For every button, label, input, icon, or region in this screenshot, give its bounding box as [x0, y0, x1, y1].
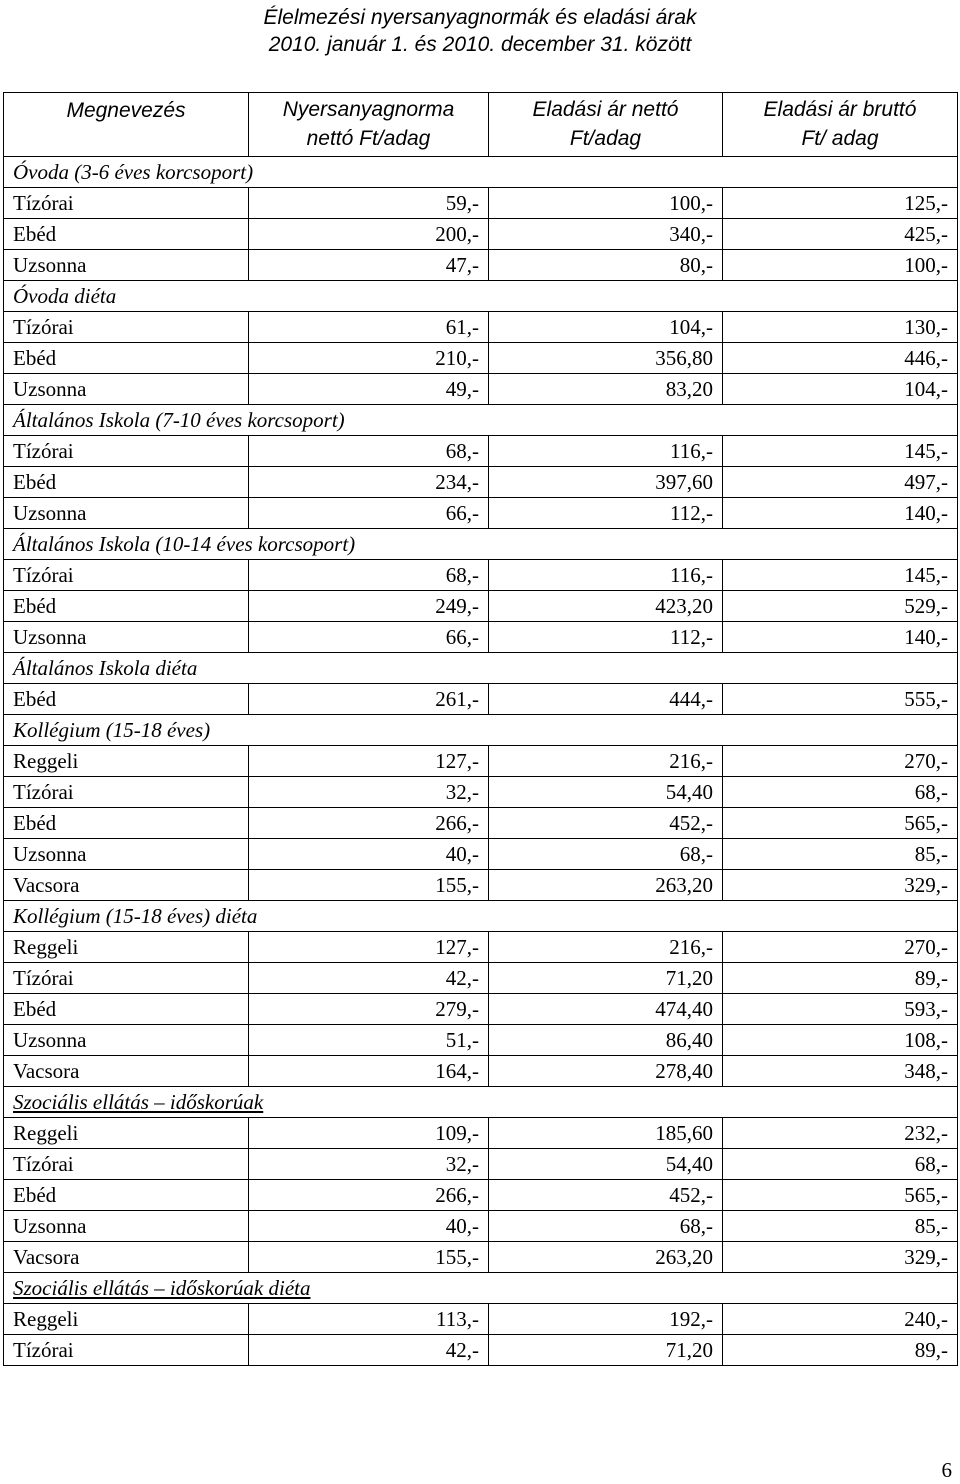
table-row [4, 994, 958, 1025]
meal-name-cell: Uzsonna [4, 374, 249, 405]
table-row [4, 870, 958, 901]
category-title [4, 529, 958, 560]
category-title-text: Óvoda (3-6 éves korcsoport) [13, 160, 254, 184]
table-row [4, 839, 958, 870]
norm-cell: 61,- [249, 312, 489, 343]
table-row [4, 963, 958, 994]
header-net-line-2: Ft/adag [569, 127, 642, 150]
gross-price-cell: 68,- [723, 777, 958, 808]
net-price-cell: 452,- [489, 808, 723, 839]
net-price-cell: 263,20 [489, 870, 723, 901]
header-gross-line-2: Ft/ adag [801, 127, 879, 150]
norm-cell: 234,- [249, 467, 489, 498]
category-row [4, 529, 958, 560]
gross-price-cell: 89,- [723, 1335, 958, 1366]
norm-cell: 66,- [249, 498, 489, 529]
gross-price-cell: 348,- [723, 1056, 958, 1087]
net-price-cell: 263,20 [489, 1242, 723, 1273]
meal-name-cell: Tízórai [4, 560, 249, 591]
net-price-cell: 54,40 [489, 1149, 723, 1180]
meal-name-cell: Tízórai [4, 188, 249, 219]
category-title-text: Általános Iskola diéta [13, 656, 198, 680]
net-price-cell: 104,- [489, 312, 723, 343]
meal-name-cell: Vacsora [4, 1242, 249, 1273]
table-row [4, 219, 958, 250]
meal-name-cell: Ebéd [4, 467, 249, 498]
gross-price-cell: 89,- [723, 963, 958, 994]
header-name [4, 93, 249, 157]
table-row [4, 1335, 958, 1366]
header-net-line-1: Eladási ár nettó [532, 98, 679, 121]
gross-price-cell: 329,- [723, 870, 958, 901]
category-row [4, 715, 958, 746]
category-row [4, 901, 958, 932]
category-title [4, 653, 958, 684]
net-price-cell: 112,- [489, 498, 723, 529]
category-title [4, 1087, 958, 1118]
net-price-cell: 80,- [489, 250, 723, 281]
meal-name-cell: Uzsonna [4, 1025, 249, 1056]
net-price-cell: 71,20 [489, 963, 723, 994]
header-norm [249, 93, 489, 157]
net-price-cell: 68,- [489, 839, 723, 870]
table-row [4, 436, 958, 467]
meal-name-cell: Ebéd [4, 591, 249, 622]
norm-cell: 249,- [249, 591, 489, 622]
table-row [4, 1180, 958, 1211]
net-price-cell: 116,- [489, 436, 723, 467]
gross-price-cell: 125,- [723, 188, 958, 219]
gross-price-cell: 68,- [723, 1149, 958, 1180]
header-row [4, 93, 958, 157]
norm-cell: 266,- [249, 808, 489, 839]
table-row [4, 591, 958, 622]
category-row [4, 157, 958, 188]
table-row [4, 1118, 958, 1149]
norm-cell: 127,- [249, 746, 489, 777]
table-row [4, 746, 958, 777]
meal-name-cell: Uzsonna [4, 498, 249, 529]
norm-cell: 42,- [249, 963, 489, 994]
meal-name-cell: Reggeli [4, 1118, 249, 1149]
norm-cell: 66,- [249, 622, 489, 653]
category-title [4, 901, 958, 932]
norm-cell: 127,- [249, 932, 489, 963]
title-line-2: 2010. január 1. és 2010. december 31. között [268, 33, 692, 56]
category-row [4, 405, 958, 436]
gross-price-cell: 565,- [723, 1180, 958, 1211]
category-row [4, 1087, 958, 1118]
gross-price-cell: 565,- [723, 808, 958, 839]
net-price-cell: 444,- [489, 684, 723, 715]
meal-name-cell: Ebéd [4, 219, 249, 250]
net-price-cell: 192,- [489, 1304, 723, 1335]
norm-cell: 59,- [249, 188, 489, 219]
gross-price-cell: 85,- [723, 1211, 958, 1242]
norm-cell: 155,- [249, 1242, 489, 1273]
meal-name-cell: Tízórai [4, 777, 249, 808]
gross-price-cell: 100,- [723, 250, 958, 281]
norm-cell: 266,- [249, 1180, 489, 1211]
meal-name-cell: Ebéd [4, 994, 249, 1025]
page-number: 6 [941, 1458, 952, 1482]
gross-price-cell: 240,- [723, 1304, 958, 1335]
category-title-text: Kollégium (15-18 éves) diéta [13, 904, 258, 928]
gross-price-cell: 145,- [723, 436, 958, 467]
gross-price-cell: 232,- [723, 1118, 958, 1149]
category-title-text: Óvoda diéta [13, 284, 117, 308]
header-name-label: Megnevezés [66, 99, 186, 122]
norm-cell: 68,- [249, 436, 489, 467]
net-price-cell: 71,20 [489, 1335, 723, 1366]
table-row [4, 808, 958, 839]
meal-name-cell: Reggeli [4, 1304, 249, 1335]
table-row [4, 1304, 958, 1335]
meal-name-cell: Reggeli [4, 746, 249, 777]
meal-name-cell: Tízórai [4, 436, 249, 467]
net-price-cell: 54,40 [489, 777, 723, 808]
gross-price-cell: 85,- [723, 839, 958, 870]
gross-price-cell: 108,- [723, 1025, 958, 1056]
category-title-text: Általános Iskola (7-10 éves korcsoport) [13, 408, 345, 432]
header-norm-line-2: nettó Ft/adag [306, 127, 431, 150]
gross-price-cell: 140,- [723, 622, 958, 653]
header-gross-line-1: Eladási ár bruttó [763, 98, 917, 121]
norm-cell: 32,- [249, 1149, 489, 1180]
gross-price-cell: 555,- [723, 684, 958, 715]
gross-price-cell: 140,- [723, 498, 958, 529]
net-price-cell: 340,- [489, 219, 723, 250]
category-title [4, 157, 958, 188]
meal-name-cell: Ebéd [4, 808, 249, 839]
table-row [4, 1025, 958, 1056]
net-price-cell: 83,20 [489, 374, 723, 405]
gross-price-cell: 270,- [723, 932, 958, 963]
net-price-cell: 423,20 [489, 591, 723, 622]
norm-cell: 42,- [249, 1335, 489, 1366]
table-row [4, 1211, 958, 1242]
header-net [489, 93, 723, 157]
net-price-cell: 216,- [489, 746, 723, 777]
norm-cell: 49,- [249, 374, 489, 405]
net-price-cell: 216,- [489, 932, 723, 963]
gross-price-cell: 425,- [723, 219, 958, 250]
net-price-cell: 100,- [489, 188, 723, 219]
meal-name-cell: Tízórai [4, 1149, 249, 1180]
net-price-cell: 278,40 [489, 1056, 723, 1087]
table-row [4, 684, 958, 715]
norm-cell: 261,- [249, 684, 489, 715]
price-norm-table [3, 92, 958, 1366]
table-row [4, 188, 958, 219]
category-title [4, 281, 958, 312]
meal-name-cell: Reggeli [4, 932, 249, 963]
norm-cell: 47,- [249, 250, 489, 281]
table-row [4, 498, 958, 529]
meal-name-cell: Uzsonna [4, 250, 249, 281]
category-title-text: Kollégium (15-18 éves) [13, 718, 211, 742]
table-row [4, 374, 958, 405]
category-title-text: Szociális ellátás – időskorúak diéta [13, 1276, 311, 1300]
header-norm-line-1: Nyersanyagnorma [282, 98, 455, 121]
norm-cell: 200,- [249, 219, 489, 250]
table-row [4, 560, 958, 591]
net-price-cell: 86,40 [489, 1025, 723, 1056]
meal-name-cell: Tízórai [4, 312, 249, 343]
meal-name-cell: Vacsora [4, 1056, 249, 1087]
norm-cell: 164,- [249, 1056, 489, 1087]
norm-cell: 155,- [249, 870, 489, 901]
meal-name-cell: Uzsonna [4, 1211, 249, 1242]
net-price-cell: 116,- [489, 560, 723, 591]
net-price-cell: 474,40 [489, 994, 723, 1025]
table-row [4, 1242, 958, 1273]
net-price-cell: 185,60 [489, 1118, 723, 1149]
category-title-text: Szociális ellátás – időskorúak [13, 1090, 264, 1114]
norm-cell: 40,- [249, 1211, 489, 1242]
gross-price-cell: 529,- [723, 591, 958, 622]
table-row [4, 343, 958, 374]
gross-price-cell: 130,- [723, 312, 958, 343]
meal-name-cell: Tízórai [4, 963, 249, 994]
table-row [4, 622, 958, 653]
net-price-cell: 68,- [489, 1211, 723, 1242]
norm-cell: 51,- [249, 1025, 489, 1056]
table-row [4, 312, 958, 343]
gross-price-cell: 497,- [723, 467, 958, 498]
gross-price-cell: 104,- [723, 374, 958, 405]
category-row [4, 1273, 958, 1304]
header-gross [723, 93, 958, 157]
meal-name-cell: Tízórai [4, 1335, 249, 1366]
gross-price-cell: 446,- [723, 343, 958, 374]
category-title [4, 715, 958, 746]
norm-cell: 109,- [249, 1118, 489, 1149]
category-title [4, 405, 958, 436]
table-row [4, 1149, 958, 1180]
meal-name-cell: Ebéd [4, 684, 249, 715]
category-title [4, 1273, 958, 1304]
meal-name-cell: Ebéd [4, 343, 249, 374]
norm-cell: 279,- [249, 994, 489, 1025]
table-row [4, 1056, 958, 1087]
gross-price-cell: 329,- [723, 1242, 958, 1273]
gross-price-cell: 270,- [723, 746, 958, 777]
gross-price-cell: 145,- [723, 560, 958, 591]
table-body [4, 157, 958, 1366]
table-row [4, 777, 958, 808]
meal-name-cell: Ebéd [4, 1180, 249, 1211]
title-line-1: Élelmezési nyersanyagnormák és eladási árak [263, 6, 697, 29]
net-price-cell: 356,80 [489, 343, 723, 374]
category-title-text: Általános Iskola (10-14 éves korcsoport) [13, 532, 356, 556]
net-price-cell: 452,- [489, 1180, 723, 1211]
norm-cell: 113,- [249, 1304, 489, 1335]
norm-cell: 210,- [249, 343, 489, 374]
net-price-cell: 397,60 [489, 467, 723, 498]
table-header [4, 93, 958, 157]
gross-price-cell: 593,- [723, 994, 958, 1025]
norm-cell: 32,- [249, 777, 489, 808]
meal-name-cell: Uzsonna [4, 622, 249, 653]
net-price-cell: 112,- [489, 622, 723, 653]
document-title [0, 4, 960, 58]
norm-cell: 40,- [249, 839, 489, 870]
meal-name-cell: Vacsora [4, 870, 249, 901]
category-row [4, 653, 958, 684]
category-row [4, 281, 958, 312]
table-row [4, 250, 958, 281]
table-row [4, 467, 958, 498]
norm-cell: 68,- [249, 560, 489, 591]
meal-name-cell: Uzsonna [4, 839, 249, 870]
table-row [4, 932, 958, 963]
